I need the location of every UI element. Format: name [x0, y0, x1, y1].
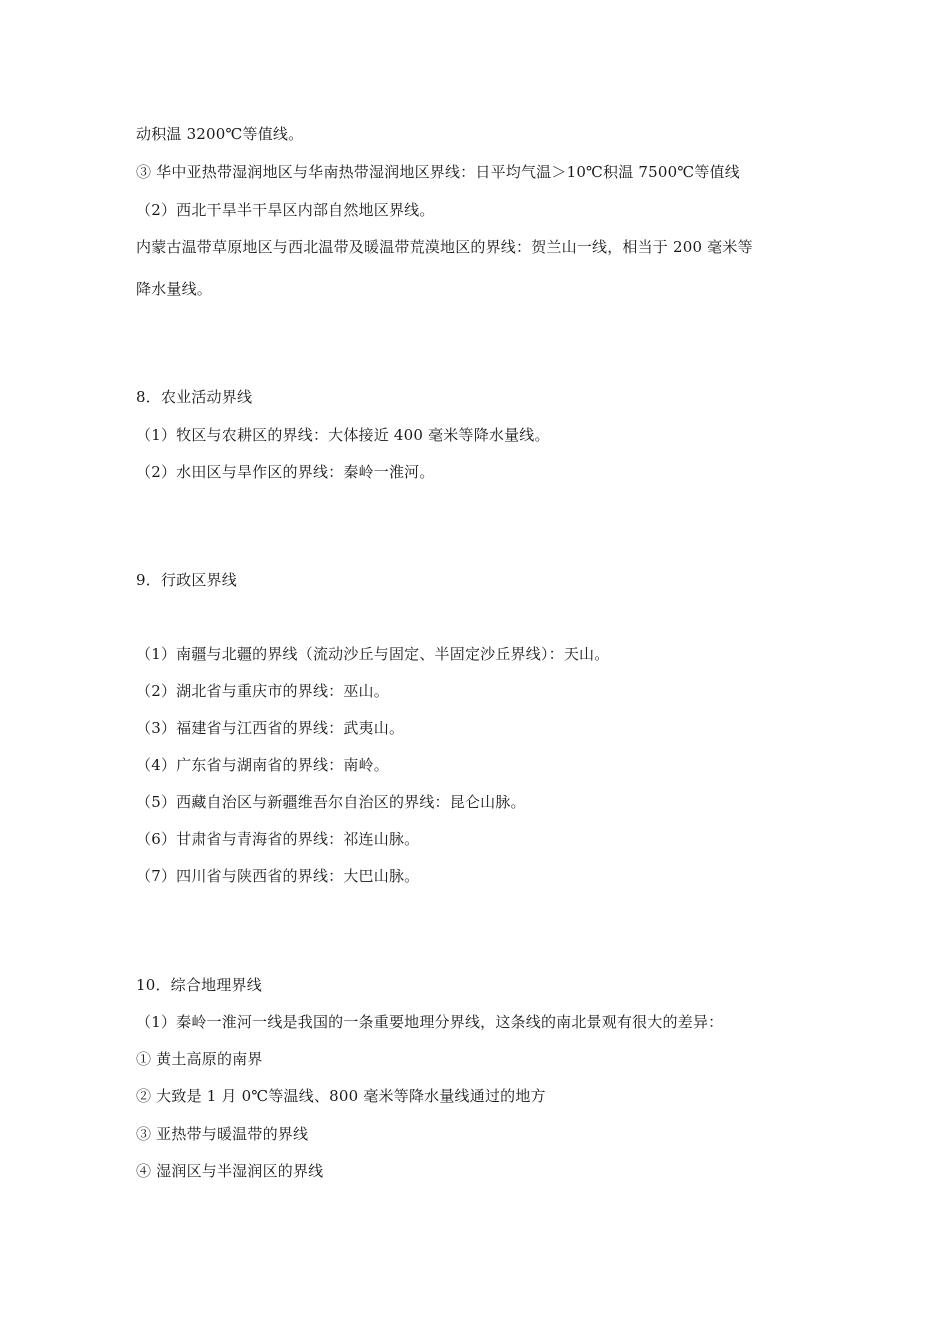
text-line: （5）西藏自治区与新疆维吾尔自治区的界线：昆仑山脉。 — [136, 793, 526, 811]
text-line: （3）福建省与江西省的界线：武夷山。 — [136, 719, 405, 737]
section-heading: 10．综合地理界线 — [136, 976, 262, 994]
section-heading: 8．农业活动界线 — [136, 388, 253, 406]
text-line: （7）四川省与陕西省的界线：大巴山脉。 — [136, 867, 420, 885]
text-line: ④ 湿润区与半湿润区的界线 — [136, 1162, 324, 1180]
text-line: 降水量线。 — [136, 280, 213, 298]
text-line: 内蒙古温带草原地区与西北温带及暖温带荒漠地区的界线：贺兰山一线，相当于 200 毫米等 — [136, 238, 753, 256]
text-line: （1）秦岭一淮河一线是我国的一条重要地理分界线，这条线的南北景观有很大的差异： — [136, 1013, 724, 1031]
text-line: （2）湖北省与重庆市的界线：巫山。 — [136, 682, 389, 700]
text-line: ② 大致是 1 月 0℃等温线、800 毫米等降水量线通过的地方 — [136, 1087, 546, 1105]
text-line: ③ 亚热带与暖温带的界线 — [136, 1125, 309, 1143]
text-line: （6）甘肃省与青海省的界线：祁连山脉。 — [136, 830, 420, 848]
text-line: ① 黄土高原的南界 — [136, 1050, 263, 1068]
text-line: （1）南疆与北疆的界线（流动沙丘与固定、半固定沙丘界线）：天山。 — [136, 645, 610, 663]
text-line: （2）西北干旱半干旱区内部自然地区界线。 — [136, 201, 435, 219]
text-line: 动积温 3200℃等值线。 — [136, 125, 304, 143]
text-line: （1）牧区与农耕区的界线：大体接近 400 毫米等降水量线。 — [136, 426, 550, 444]
text-line: （4）广东省与湖南省的界线：南岭。 — [136, 756, 389, 774]
text-line: （2）水田区与旱作区的界线：秦岭一淮河。 — [136, 463, 435, 481]
section-heading: 9．行政区界线 — [136, 571, 237, 589]
text-line: ③ 华中亚热带湿润地区与华南热带湿润地区界线：日平均气温＞10℃积温 7500℃等值线 — [136, 163, 740, 181]
